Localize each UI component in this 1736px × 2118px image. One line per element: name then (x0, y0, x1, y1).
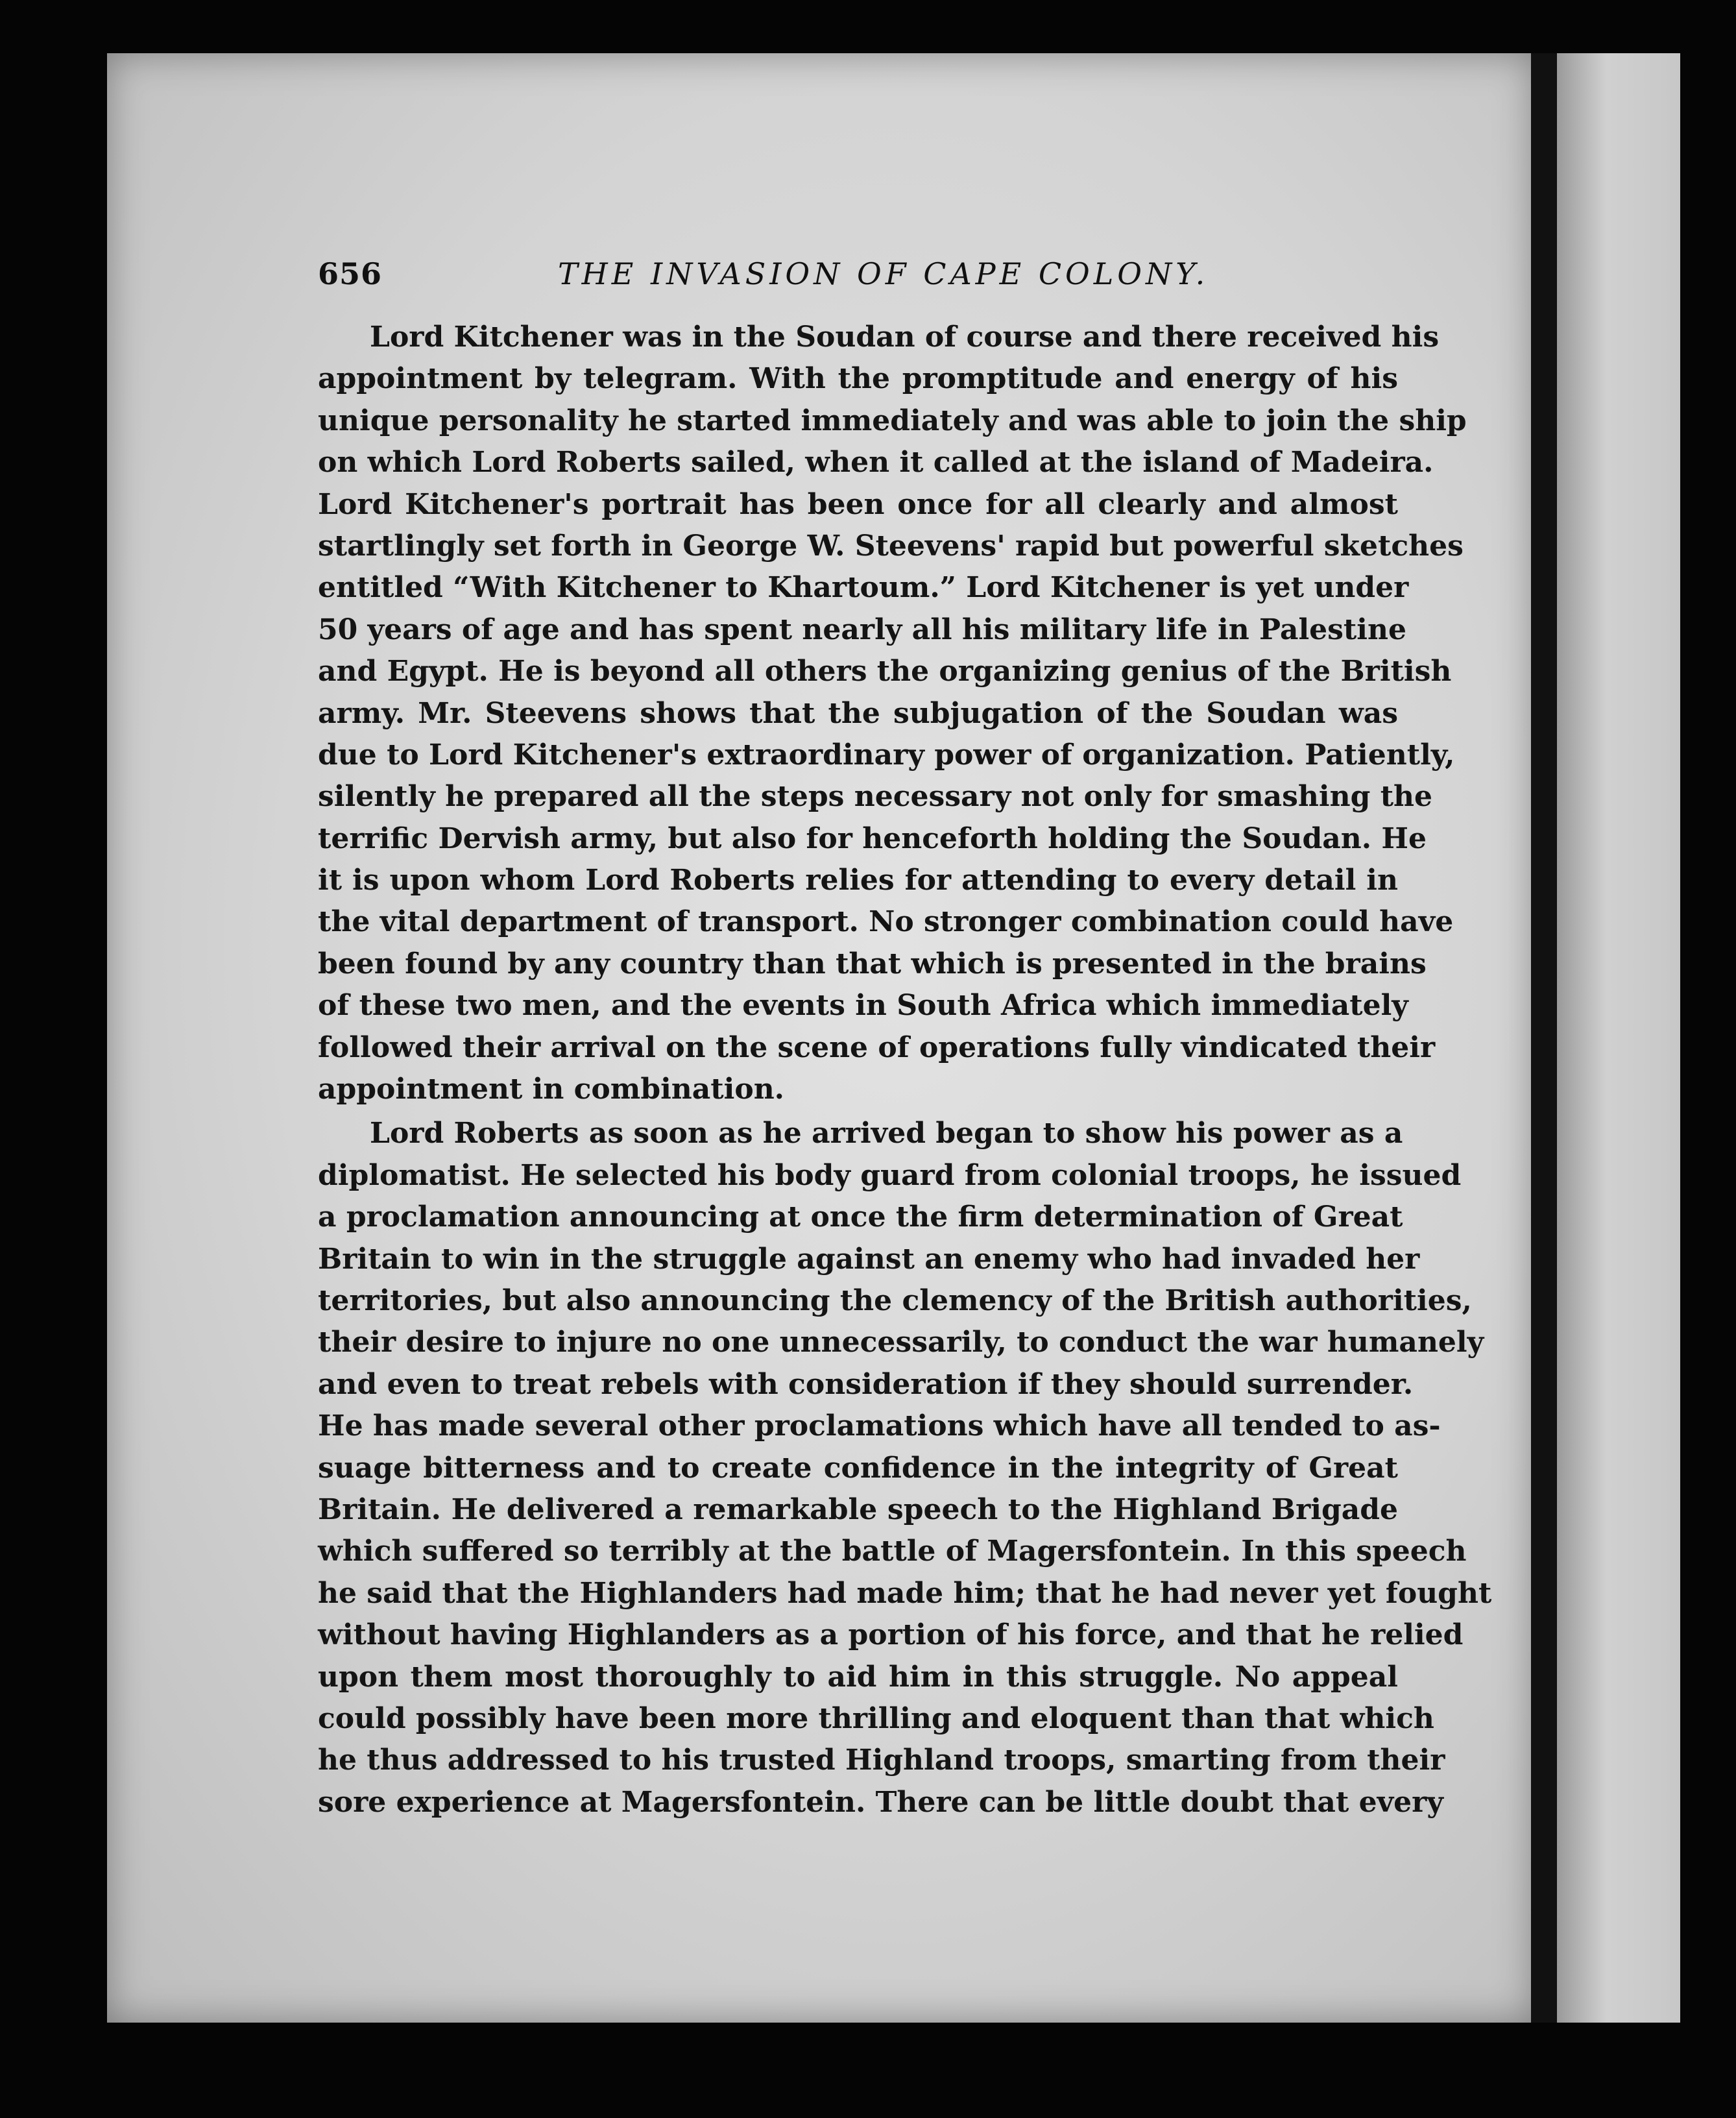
running-head: THE INVASION OF CAPE COLONY. (558, 256, 1209, 291)
text-line: startlingly set forth in George W. Steevens' rapid but powerful sketches (318, 529, 1464, 563)
text-line: without having Highlanders as a portion of his force, and that he relied (318, 1618, 1464, 1652)
text-line: of these two men, and the events in South Africa which immediately (318, 989, 1408, 1023)
text-line: army. Mr. Steevens shows that the subjugation of the Soudan was (318, 696, 1398, 730)
text-line: silently he prepared all the steps necessary not only for smashing the (318, 780, 1432, 814)
text-line: suage bitterness and to create confidence in the integrity of Great (318, 1451, 1398, 1485)
page-gutter (1531, 53, 1557, 2023)
text-line: a proclamation announcing at once the firm determination of Great (318, 1200, 1403, 1234)
text-line: territories, but also announcing the clemency of the British authorities, (318, 1284, 1472, 1317)
page-number: 656 (318, 256, 383, 291)
text-line: which suffered so terribly at the battle of Magersfontein. In this speech (318, 1535, 1467, 1568)
text-line: upon them most thoroughly to aid him in this struggle. No appeal (318, 1660, 1398, 1694)
text-line: unique personality he started immediately and was able to join the ship (318, 404, 1467, 437)
text-line: their desire to injure no one unnecessarily, to conduct the war humanely (318, 1326, 1484, 1359)
text-line: terrific Dervish army, but also for henceforth holding the Soudan. He (318, 822, 1427, 855)
text-line: Britain to win in the struggle against an enemy who had invaded her (318, 1242, 1420, 1276)
text-line: sore experience at Magersfontein. There can be little doubt that every (318, 1785, 1443, 1819)
text-line: on which Lord Roberts sailed, when it called at the island of Madeira. (318, 446, 1434, 480)
text-line: Lord Kitchener's portrait has been once for all clearly and almost (318, 487, 1398, 521)
text-line: diplomatist. He selected his body guard from colonial troops, he issued (318, 1158, 1462, 1192)
text-line: he said that the Highlanders had made him; that he had never yet fought (318, 1576, 1492, 1610)
text-line: entitled “With Kitchener to Khartoum.” Lord Kitchener is yet under (318, 571, 1409, 605)
text-line: followed their arrival on the scene of operations fully vindicated their (318, 1030, 1436, 1064)
text-line: Lord Kitchener was in the Soudan of course and there received his (370, 321, 1440, 354)
text-line: he thus addressed to his trusted Highland troops, smarting from their (318, 1744, 1445, 1777)
page-header (318, 256, 1421, 302)
text-line: Britain. He delivered a remarkable speech to the Highland Brigade (318, 1492, 1398, 1526)
adjacent-page-edge (1557, 53, 1680, 2023)
text-line: appointment by telegram. With the promptitude and energy of his (318, 362, 1398, 396)
text-line: and even to treat rebels with consideration if they should surrender. (318, 1367, 1414, 1401)
text-line: it is upon whom Lord Roberts relies for attending to every detail in (318, 864, 1398, 897)
body-text (318, 317, 1492, 1823)
text-line: Lord Roberts as soon as he arrived began to show his power as a (370, 1117, 1403, 1150)
text-line: could possibly have been more thrilling and eloquent than that which (318, 1701, 1434, 1735)
text-line: appointment in combination. (318, 1073, 784, 1106)
text-line: 50 years of age and has spent nearly all his military life in Palestine (318, 613, 1406, 646)
text-line: and Egypt. He is beyond all others the organizing genius of the British (318, 655, 1452, 688)
paragraph (318, 317, 1467, 1110)
text-line: due to Lord Kitchener's extraordinary power of organization. Patiently, (318, 738, 1455, 772)
paragraph (318, 1113, 1492, 1823)
text-line: He has made several other proclamations which have all tended to as- (318, 1409, 1441, 1443)
text-line: been found by any country than that which is presented in the brains (318, 947, 1427, 980)
text-line: the vital department of transport. No stronger combination could have (318, 905, 1454, 939)
